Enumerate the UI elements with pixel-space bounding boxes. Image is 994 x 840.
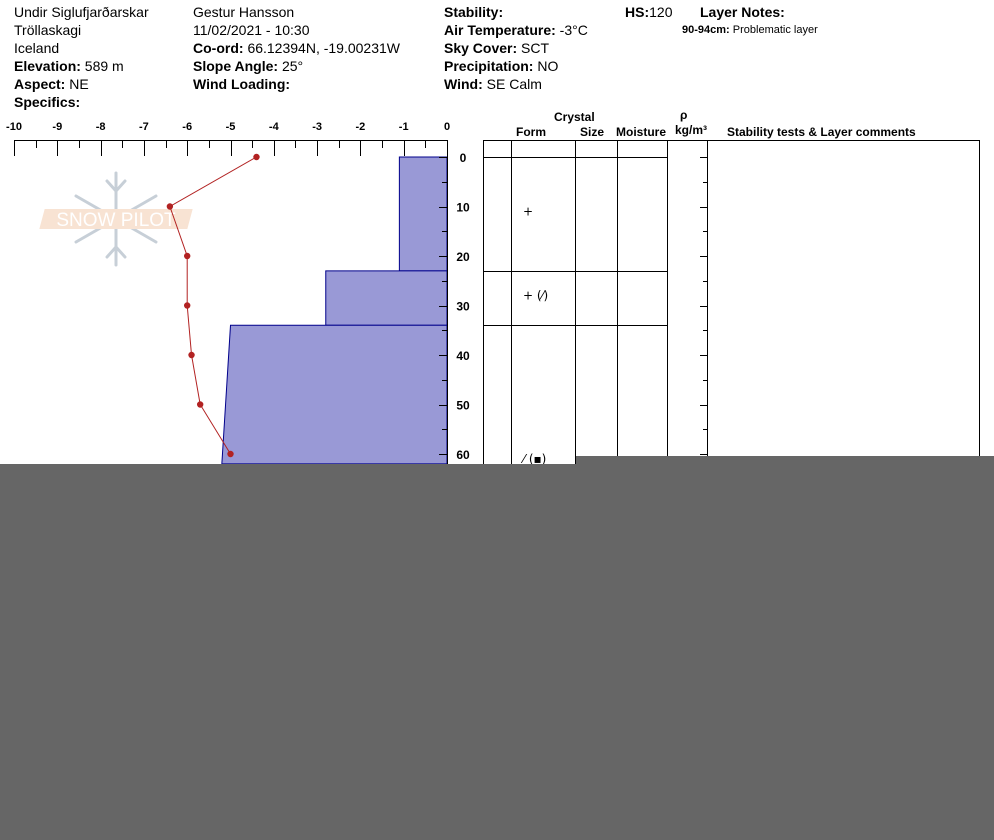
logo-text: SNOW PILOT	[56, 210, 176, 231]
depth-tick-label: 0	[459, 151, 467, 165]
sky-value: SCT	[521, 40, 550, 56]
slope-label: Slope Angle:	[193, 58, 279, 74]
coord-label: Co-ord:	[193, 40, 244, 56]
site-range: Tröllaskagi	[14, 22, 82, 38]
density-unit-header: kg/m³	[675, 123, 708, 137]
temp-tick-label: -6	[182, 121, 193, 133]
temp-tick-label: -8	[95, 121, 106, 133]
crystal-header: Crystal	[554, 110, 595, 124]
aspect-value: NE	[69, 76, 89, 92]
depth-tick-label: 20	[456, 250, 470, 264]
observation-datetime: 11/02/2021 - 10:30	[193, 22, 310, 38]
hs-label: HS:	[625, 4, 650, 20]
air-temp-label: Air Temperature:	[444, 22, 556, 38]
temp-tick-label: -4	[268, 121, 279, 133]
layer-form-symbol: +	[523, 204, 534, 219]
layer-notes-title: Layer Notes:	[700, 4, 785, 20]
elevation-value: 589 m	[84, 58, 124, 74]
temp-tick-label: -3	[312, 121, 322, 133]
coord-value: 66.12394N, -19.00231W	[247, 40, 400, 56]
depth-tick-label: 40	[456, 349, 470, 363]
stability-label: Stability:	[444, 4, 504, 20]
layer-note-text: Problematic layer	[732, 24, 818, 36]
layer-note-depth: 90-94cm:	[682, 24, 730, 36]
comments-header: Stability tests & Layer comments	[727, 125, 916, 139]
hs-value: 120	[649, 4, 673, 20]
temp-tick-label: -10	[6, 121, 22, 133]
form-header: Form	[516, 125, 546, 139]
temp-tick-label: -1	[398, 121, 409, 133]
temp-tick-label: -7	[139, 121, 149, 133]
rho-header: ρ	[680, 108, 688, 122]
temp-tick-label: -9	[52, 121, 63, 133]
site-name: Undir Siglufjarðarskar	[14, 4, 149, 20]
air-temp-value: -3°C	[559, 22, 588, 38]
wind-label: Wind:	[444, 76, 483, 92]
temp-tick-label: -5	[225, 121, 236, 133]
aspect-label: Aspect:	[14, 76, 66, 92]
temp-tick-label: 0	[443, 121, 451, 133]
specifics-label: Specifics:	[14, 94, 81, 110]
precip-label: Precipitation:	[444, 58, 534, 74]
temp-tick-label: -2	[355, 121, 366, 133]
precip-value: NO	[537, 58, 559, 74]
slope-value: 25°	[281, 58, 304, 74]
layer-form-symbol: ⁄ (▪)	[523, 451, 547, 466]
size-header: Size	[580, 125, 605, 139]
observer-name: Gestur Hansson	[193, 4, 295, 20]
elevation-label: Elevation:	[14, 58, 81, 74]
layer-form-symbol: + (⁄)	[523, 288, 549, 303]
depth-tick-label: 10	[456, 200, 470, 215]
occluder-panel	[0, 456, 994, 840]
moisture-header: Moisture	[616, 125, 667, 139]
depth-tick-label: 50	[456, 398, 470, 413]
wind-loading-label: Wind Loading:	[193, 76, 291, 92]
sky-label: Sky Cover:	[444, 40, 518, 56]
depth-tick-label: 60	[456, 448, 470, 462]
site-country: Iceland	[14, 40, 60, 56]
depth-tick-label: 30	[456, 299, 470, 314]
wind-value: SE Calm	[486, 76, 542, 92]
